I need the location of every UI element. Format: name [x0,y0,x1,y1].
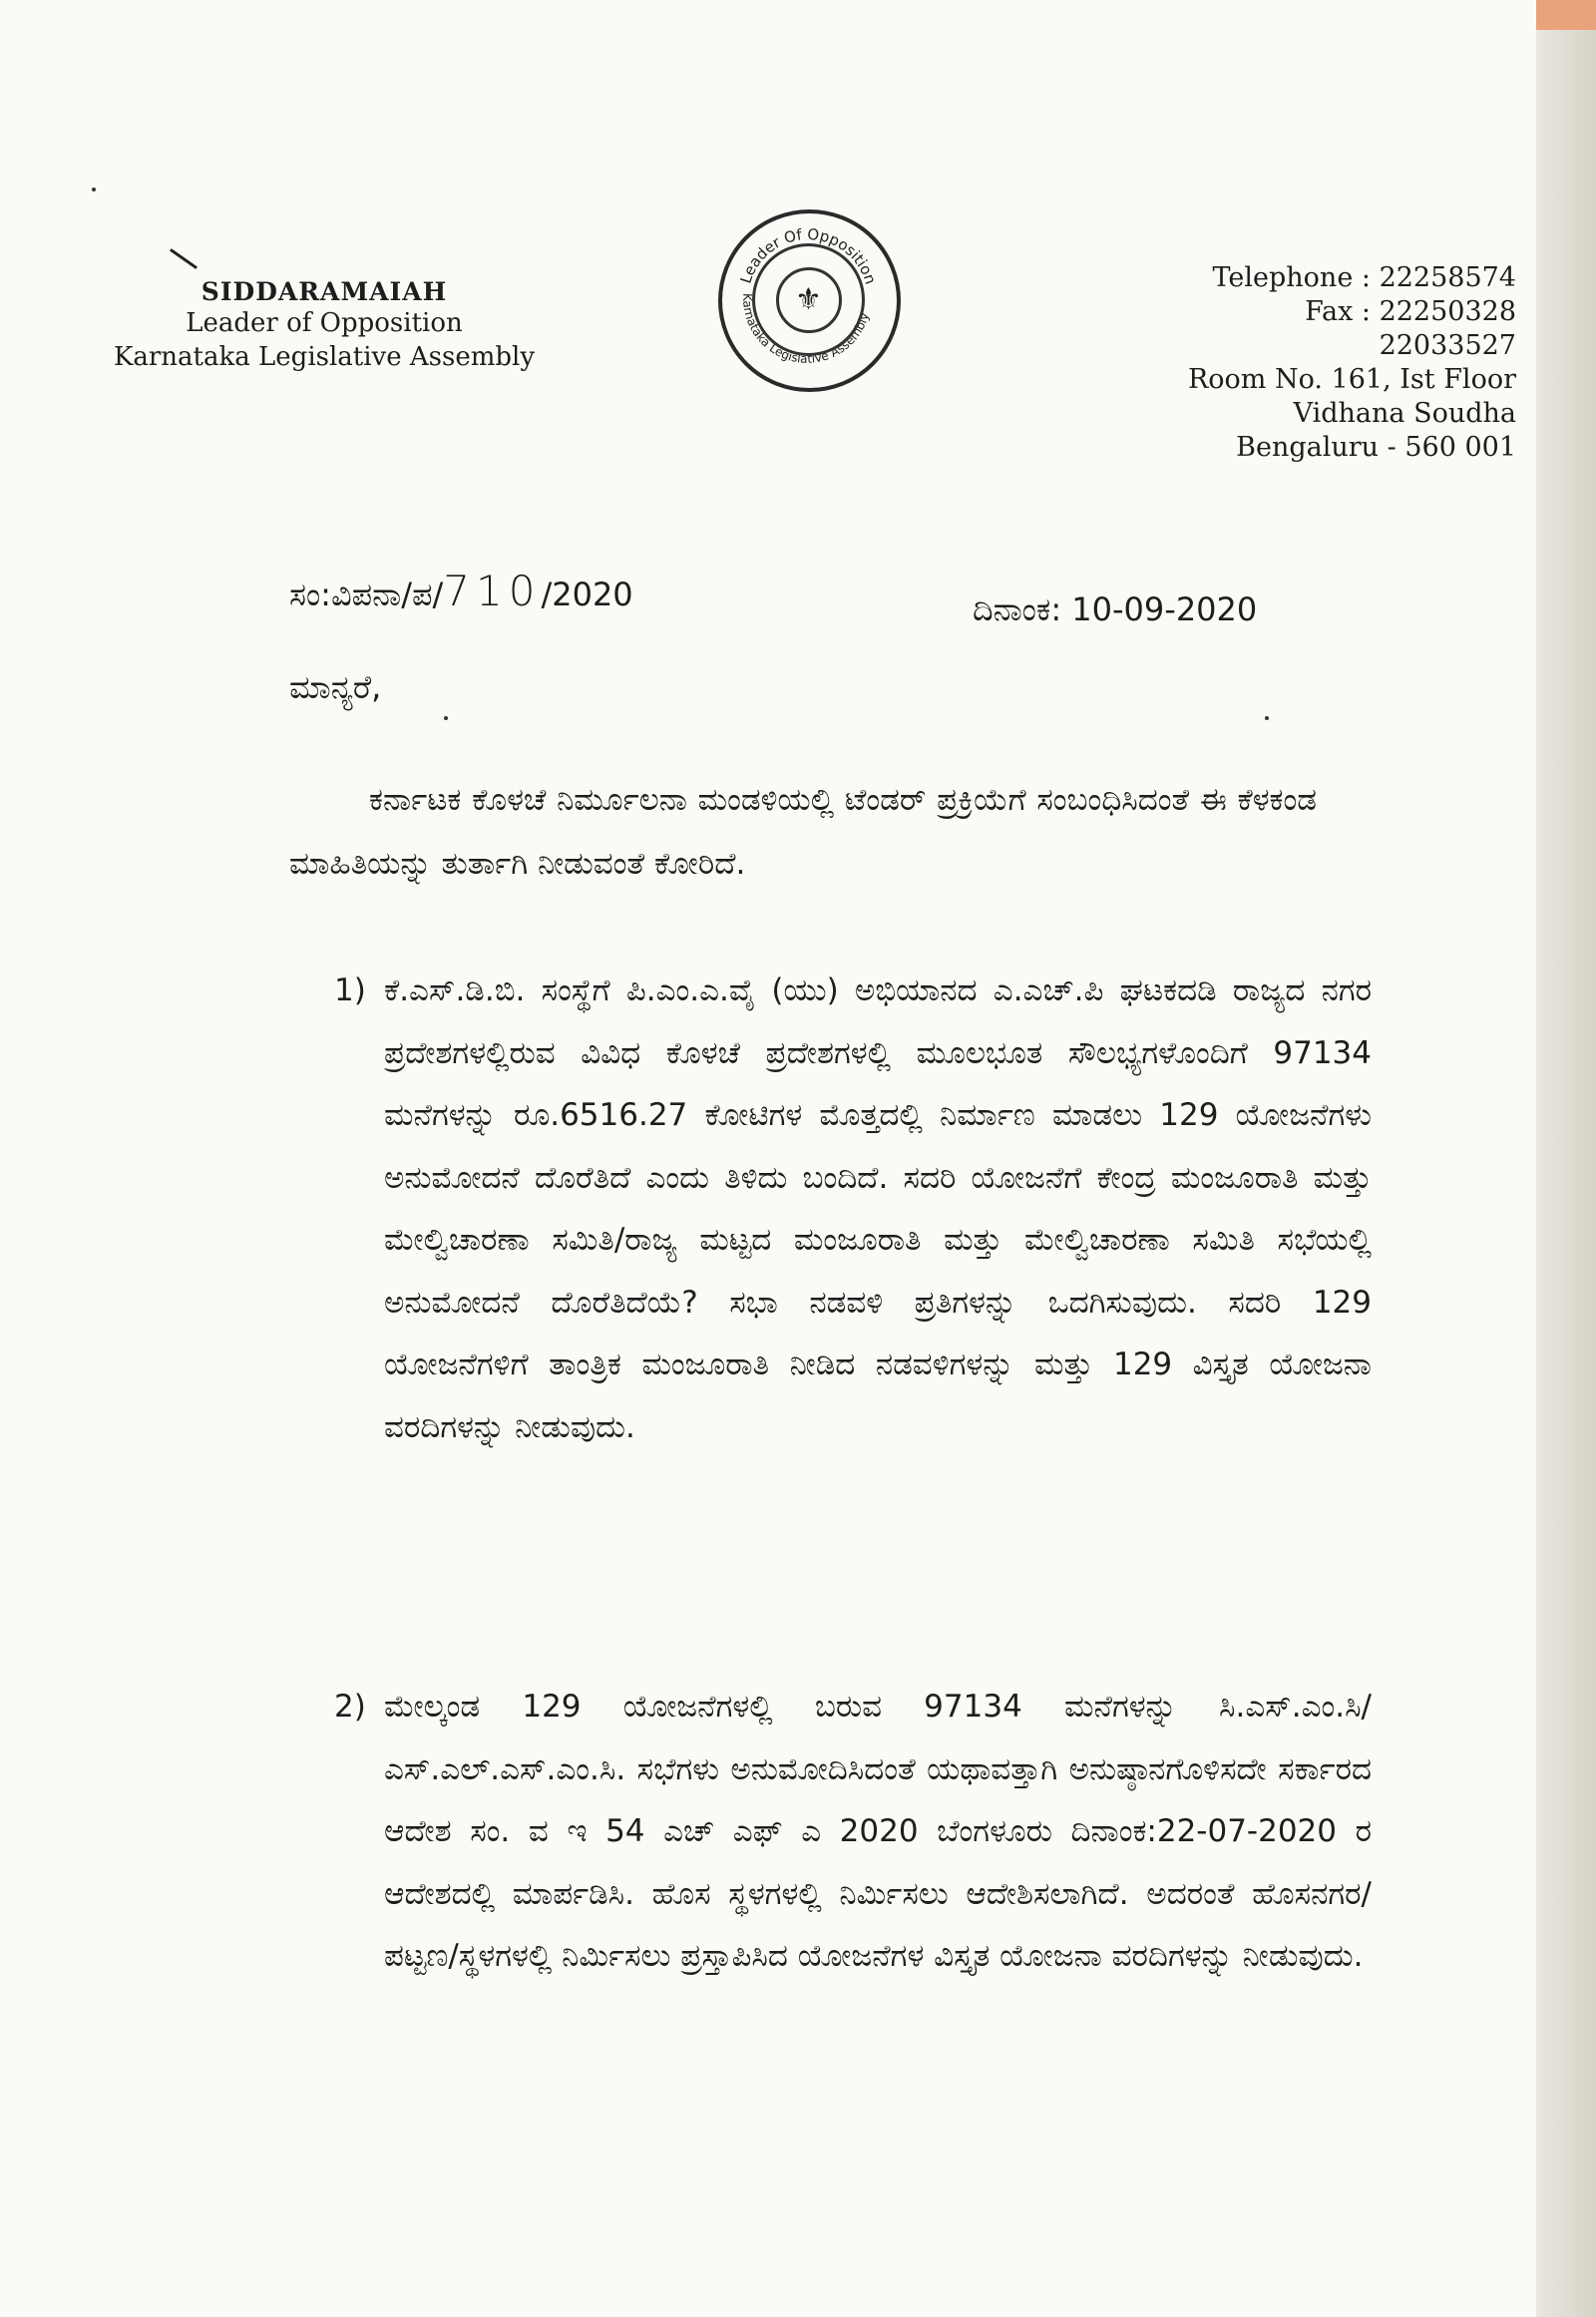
official-seal [718,209,901,392]
speck [92,188,96,192]
speck [444,716,448,720]
item-text: ಮೇಲ್ಕಂಡ 129 ಯೋಜನೆಗಳಲ್ಲಿ ಬರುವ 97134 ಮನೆಗಳನ್ನು ಸಿ.ಎಸ್.ಎಂ.ಸಿ/ಎಸ್.ಎಲ್.ಎಸ್.ಎಂ.ಸಿ. ಸಭೆಗಳು ಅನುಮೋದಿಸಿದಂತೆ ಯಥಾವತ್ತಾಗಿ ಅನುಷ್ಠಾನಗೊಳಿಸದೇ ಸರ್ಕಾರದ ಆದೇಶ ಸಂ. ವ ಇ 54 ಎಚ್ ಎಫ್ ಎ 2020 ಬೆಂಗಳೂರು ದಿನಾಂಕ:22-07-2020 ರ ಆದೇಶದಲ್ಲಿ ಮಾರ್ಪಡಿಸಿ. ಹೊಸ ಸ್ಥಳಗಳಲ್ಲಿ ನಿರ್ಮಿಸಲು ಆದೇಶಿಸಲಾಗಿದೆ. ಅದರಂತೆ ಹೊಸನಗರ/ಪಟ್ಟಣ/ಸ್ಥಳಗಳಲ್ಲಿ ನಿರ್ಮಿಸಲು ಪ್ರಸ್ತಾಪಿಸಿದ ಯೋಜನೆಗಳ ವಿಸ್ತೃತ ಯೋಜನಾ ವರದಿಗಳನ್ನು ನೀಡುವುದು. [384,1689,1372,1974]
item-number: 2) [334,1689,366,1725]
pen-mark [170,248,198,269]
sender-org: Karnataka Legislative Assembly [113,342,536,372]
contact-block [1097,261,1516,465]
sender-name: SIDDARAMAIAH [200,277,448,306]
item-number: 1) [334,972,366,1008]
room: Room No. 161, Ist Floor [1187,364,1516,395]
page-edge [1536,0,1596,2317]
state-emblem-icon: ⚜ [776,267,842,333]
list-item [334,1676,1372,1988]
seal-bottom-text: Karnataka Legislative Assembly [740,292,872,366]
city: Bengaluru - 560 001 [1236,432,1516,463]
fax-secondary: 22033527 [1379,330,1516,361]
list-item [334,960,1372,1458]
reference-prefix: ಸಂ:ವಿಪನಾ/ಪ/ [289,576,444,613]
page-corner [1536,0,1596,30]
building: Vidhana Soudha [1293,398,1516,429]
reference-number [289,567,633,615]
telephone: Telephone : 22258574 [1212,262,1516,293]
item-text: ಕೆ.ಎಸ್.ಡಿ.ಬಿ. ಸಂಸ್ಥೆಗೆ ಪಿ.ಎಂ.ಎ.ವೈ (ಯು) ಅಭಿಯಾನದ ಎ.ಎಚ್.ಪಿ ಘಟಕದಡಿ ರಾಜ್ಯದ ನಗರ ಪ್ರದೇಶಗಳಲ್ಲಿರುವ ವಿವಿಧ ಕೊಳಚೆ ಪ್ರದೇಶಗಳಲ್ಲಿ ಮೂಲಭೂತ ಸೌಲಭ್ಯಗಳೊಂದಿಗೆ 97134 ಮನೆಗಳನ್ನು ರೂ.6516.27 ಕೋಟಿಗಳ ಮೊತ್ತದಲ್ಲಿ ನಿರ್ಮಾಣ ಮಾಡಲು 129 ಯೋಜನೆಗಳು ಅನುಮೋದನೆ ದೊರೆತಿದೆ ಎಂದು ತಿಳಿದು ಬಂದಿದೆ. ಸದರಿ ಯೋಜನೆಗೆ ಕೇಂದ್ರ ಮಂಜೂರಾತಿ ಮತ್ತು ಮೇಲ್ವಿಚಾರಣಾ ಸಮಿತಿ/ರಾಜ್ಯ ಮಟ್ಟದ ಮಂಜೂರಾತಿ ಮತ್ತು ಮೇಲ್ವಿಚಾರಣಾ ಸಮಿತಿ ಸಭೆಯಲ್ಲಿ ಅನುಮೋದನೆ ದೊರೆತಿದೆಯೆ? ಸಭಾ ನಡವಳಿ ಪ್ರತಿಗಳನ್ನು ಒದಗಿಸುವುದು. ಸದರಿ 129 ಯೋಜನೆಗಳಿಗೆ ತಾಂತ್ರಿಕ ಮಂಜೂರಾತಿ ನೀಡಿದ ನಡವಳಿಗಳನ್ನು ಮತ್ತು 129 ವಿಸ್ತೃತ ಯೋಜನಾ ವರದಿಗಳನ್ನು ನೀಡುವುದು. [384,972,1372,1445]
seal-center [752,243,865,356]
reference-handwritten: 710 [443,567,542,615]
sender-block [95,277,554,374]
reference-suffix: /2020 [541,576,633,613]
fax: Fax : 22250328 [1305,296,1516,327]
seal-top-text: Leader Of Opposition [736,224,880,287]
letter-date: ದಿನಾಂಕ: 10-09-2020 [973,590,1258,628]
speck [1265,716,1269,720]
salutation: ಮಾನ್ಯರೆ, [289,668,382,706]
sender-title: Leader of Opposition [186,308,463,338]
intro-paragraph: ಕರ್ನಾಟಕ ಕೊಳಚೆ ನಿರ್ಮೂಲನಾ ಮಂಡಳಿಯಲ್ಲಿ ಟೆಂಡರ್ ಪ್ರಕ್ರಿಯೆಗೆ ಸಂಬಂಧಿಸಿದಂತೆ ಈ ಕೆಳಕಂಡ ಮಾಹಿತಿಯನ್ನು ತುರ್ತಾಗಿ ನೀಡುವಂತೆ ಕೋರಿದೆ. [289,782,1317,882]
